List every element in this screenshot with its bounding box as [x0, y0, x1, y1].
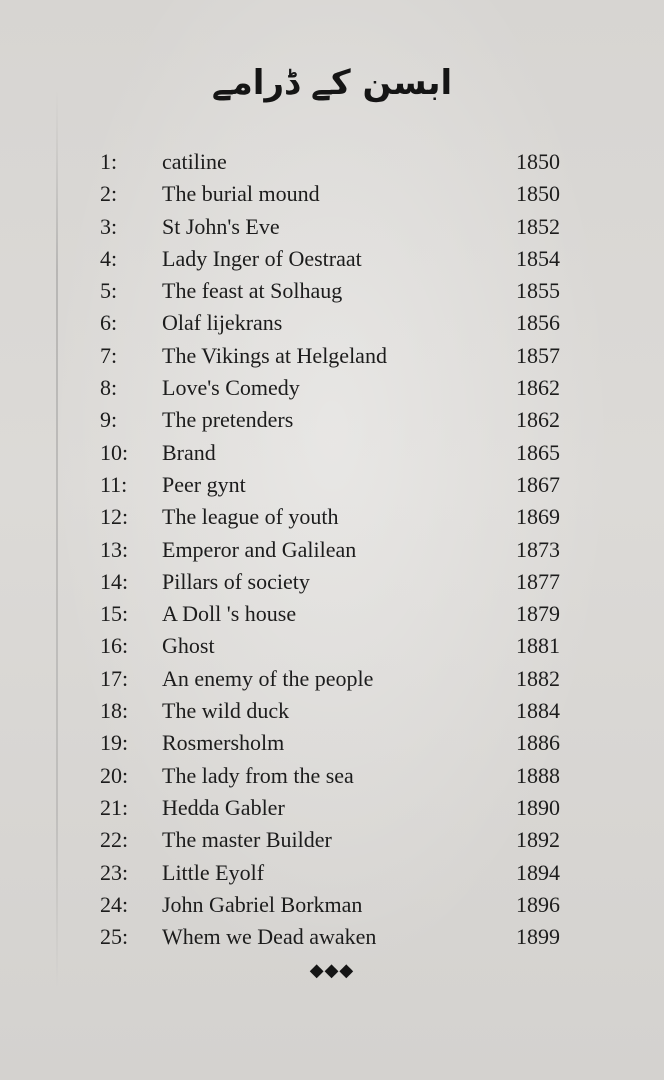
- play-year: 1856: [516, 310, 560, 336]
- play-year: 1862: [516, 375, 560, 401]
- play-number: 9:: [100, 407, 118, 433]
- play-number: 6:: [100, 310, 118, 336]
- list-item: [0, 534, 664, 566]
- play-number: 15:: [100, 601, 129, 627]
- play-year: 1865: [516, 439, 560, 465]
- play-number: 16:: [100, 633, 129, 659]
- play-year: 1850: [516, 149, 560, 174]
- play-number: 10:: [100, 439, 129, 465]
- list-item: [0, 275, 664, 307]
- play-number: 7:: [100, 342, 118, 368]
- play-title: The wild duck: [162, 698, 290, 724]
- play-number: 12:: [100, 504, 129, 530]
- play-title: An enemy of the people: [162, 665, 374, 691]
- play-title: Brand: [162, 439, 216, 465]
- play-title: The master Builder: [162, 827, 332, 853]
- play-number: 22:: [100, 827, 129, 853]
- play-number: 13:: [100, 536, 129, 562]
- play-number: 21:: [100, 794, 129, 820]
- play-title: Emperor and Galilean: [162, 536, 357, 562]
- play-year: 1867: [516, 471, 560, 497]
- play-year: 1886: [516, 730, 560, 756]
- plays-list: [0, 146, 664, 953]
- list-item: [0, 792, 664, 824]
- play-title: Little Eyolf: [162, 859, 265, 885]
- list-item: [0, 695, 664, 727]
- play-title: The burial mound: [162, 181, 320, 207]
- play-number: 18:: [100, 698, 129, 724]
- play-title: Rosmersholm: [162, 730, 285, 756]
- list-item: [0, 566, 664, 598]
- play-year: 1877: [516, 568, 560, 594]
- list-item: [0, 921, 664, 953]
- page-title: ابسن کے ڈرامے: [211, 63, 453, 103]
- play-title: The Vikings at Helgeland: [162, 342, 387, 368]
- play-number: 17:: [100, 665, 129, 691]
- list-item: [0, 501, 664, 533]
- play-year: 1892: [516, 827, 560, 853]
- list-item: [0, 243, 664, 275]
- play-title: A Doll 's house: [162, 601, 297, 627]
- list-item: [0, 437, 664, 469]
- list-item: [0, 760, 664, 792]
- list-item: [0, 469, 664, 501]
- play-number: 11:: [100, 471, 128, 497]
- list-item: [0, 404, 664, 436]
- play-year: 1879: [516, 601, 560, 627]
- play-number: 19:: [100, 730, 129, 756]
- play-year: 1896: [516, 891, 560, 917]
- play-title: Pillars of society: [162, 568, 310, 594]
- play-title: The feast at Solhaug: [162, 278, 343, 304]
- play-title: Ghost: [162, 633, 215, 659]
- play-year: 1888: [516, 762, 560, 788]
- play-number: 20:: [100, 762, 129, 788]
- play-title: John Gabriel Borkman: [162, 891, 363, 917]
- play-year: 1899: [516, 924, 560, 950]
- play-year: 1873: [516, 536, 560, 562]
- list-item: [0, 857, 664, 889]
- play-title: Lady Inger of Oestraat: [162, 245, 362, 271]
- list-item: [0, 146, 664, 178]
- play-title: Olaf lijekrans: [162, 310, 283, 336]
- list-item: [0, 663, 664, 695]
- play-title: Peer gynt: [162, 471, 246, 497]
- list-item: [0, 727, 664, 759]
- play-number: 8:: [100, 375, 118, 401]
- play-year: 1890: [516, 794, 560, 820]
- list-item: [0, 824, 664, 856]
- play-year: 1862: [516, 407, 560, 433]
- list-item: [0, 307, 664, 339]
- play-year: 1881: [516, 633, 560, 659]
- play-number: 14:: [100, 568, 129, 594]
- play-number: 24:: [100, 891, 129, 917]
- play-number: 4:: [100, 245, 118, 271]
- play-year: 1850: [516, 181, 560, 207]
- play-year: 1854: [516, 245, 560, 271]
- play-year: 1894: [516, 859, 560, 885]
- list-item: [0, 211, 664, 243]
- play-year: 1852: [516, 213, 560, 239]
- list-item: [0, 372, 664, 404]
- list-item: [0, 598, 664, 630]
- play-year: 1857: [516, 342, 560, 368]
- play-title: Hedda Gabler: [162, 794, 285, 820]
- list-item: [0, 630, 664, 662]
- play-title: The league of youth: [162, 504, 339, 530]
- play-number: 23:: [100, 859, 129, 885]
- list-item: [0, 340, 664, 372]
- play-year: 1882: [516, 665, 560, 691]
- diamond-ornament-icon: ◆◆◆: [309, 960, 355, 981]
- play-number: 1:: [100, 149, 118, 174]
- play-year: 1869: [516, 504, 560, 530]
- play-year: 1855: [516, 278, 560, 304]
- play-title: catiline: [162, 149, 227, 174]
- list-item: [0, 889, 664, 921]
- play-title: Love's Comedy: [162, 375, 300, 401]
- play-number: 5:: [100, 278, 118, 304]
- list-item: [0, 178, 664, 210]
- play-number: 25:: [100, 924, 129, 950]
- play-title: The pretenders: [162, 407, 294, 433]
- play-title: St John's Eve: [162, 213, 280, 239]
- play-title: Whem we Dead awaken: [162, 924, 377, 950]
- play-number: 3:: [100, 213, 118, 239]
- play-year: 1884: [516, 698, 560, 724]
- play-number: 2:: [100, 181, 118, 207]
- play-title: The lady from the sea: [162, 762, 354, 788]
